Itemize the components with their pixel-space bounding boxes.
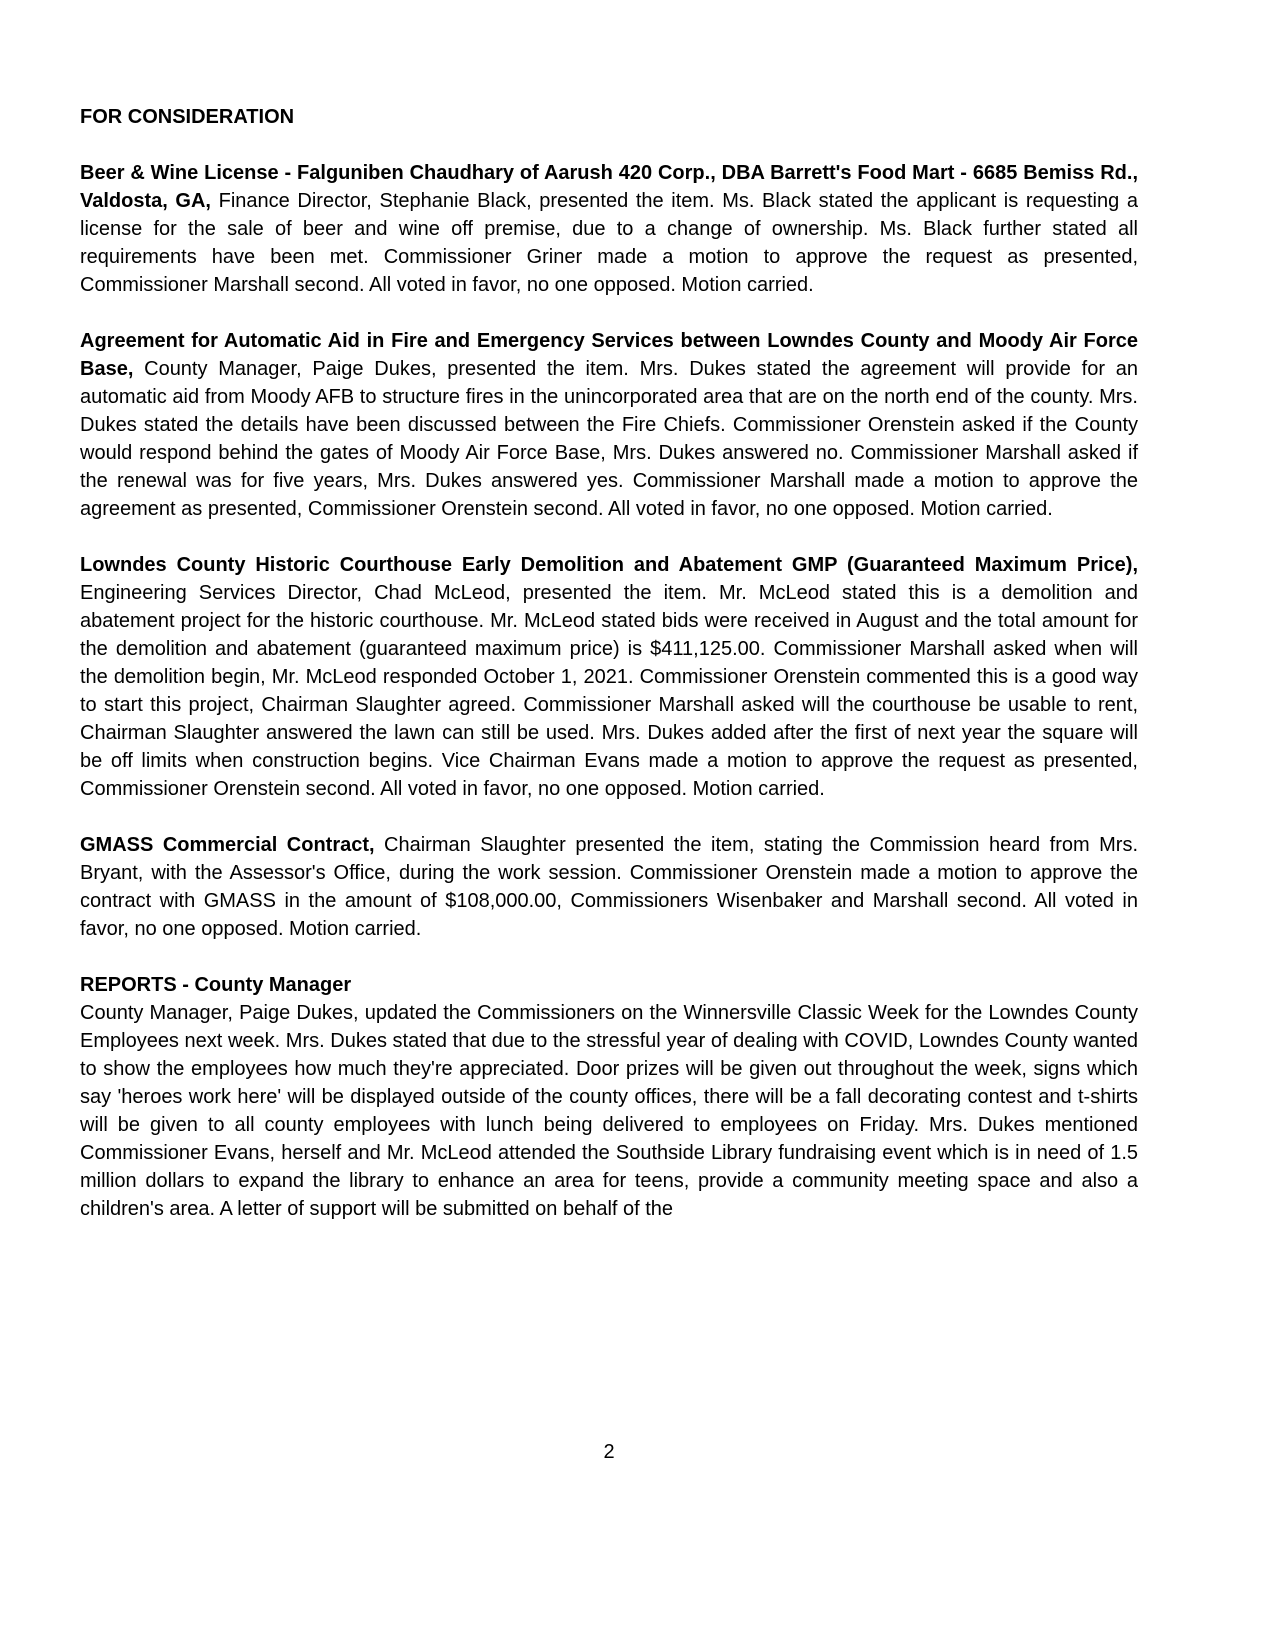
paragraph-courthouse-demolition bbox=[80, 551, 1138, 803]
paragraph-reports-county-manager: County Manager, Paige Dukes, updated the Commissioners on the Winnersville Classic Week for the Lowndes County Employees next week. Mrs. Dukes stated that due to the stressful year of dealing with COVID, Lowndes County wanted to show the employees how much they're appreciated. Door prizes will be given out throughout the week, signs which say 'heroes work here' will be displayed outside of the county offices, there will be a fall decorating contest and t-shirts will be given to all county employees with lunch being delivered to employees on Friday. Mrs. Dukes mentioned Commissioner Evans, herself and Mr. McLeod attended the Southside Library fundraising event which is in need of 1.5 million dollars to expand the library to enhance an area for teens, provide a community meeting space and also a children's area. A letter of support will be submitted on behalf of the bbox=[80, 1002, 1138, 1220]
paragraph-beer-wine-license bbox=[80, 159, 1138, 299]
page-number: 2 bbox=[603, 1441, 615, 1463]
paragraph-courthouse-demolition-body: Engineering Services Director, Chad McLeod, presented the item. Mr. McLeod stated this is a demolition and abatement project for the historic courthouse. Mr. McLeod stated bids were received in August and the total amount for the demolition and abatement (guaranteed maximum price) is $411,125.00. Commissioner Marshall asked when will the demolition begin, Mr. McLeod responded October 1, 2021. Commissioner Orenstein commented this is a good way to start this project, Chairman Slaughter agreed. Commissioner Marshall asked will the courthouse be usable to rent, Chairman Slaughter answered the lawn can still be used. Mrs. Dukes added after the first of next year the square will be off limits when construction begins. Vice Chairman Evans made a motion to approve the request as presented, Commissioner Orenstein second. All voted in favor, no one opposed. Motion carried. bbox=[80, 582, 1138, 800]
paragraph-gmass-contract bbox=[80, 831, 1138, 943]
section-heading-reports-county-manager: REPORTS - County Manager bbox=[80, 974, 352, 996]
paragraph-courthouse-demolition-lead: Lowndes County Historic Courthouse Early Demolition and Abatement GMP (Guaranteed Maximum Price), bbox=[80, 554, 1138, 576]
paragraph-automatic-aid-agreement-body: County Manager, Paige Dukes, presented the item. Mrs. Dukes stated the agreement will provide for an automatic aid from Moody AFB to structure fires in the unincorporated area that are on the north end of the county. Mrs. Dukes stated the details have been discussed between the Fire Chiefs. Commissioner Orenstein asked if the County would respond behind the gates of Moody Air Force Base, Mrs. Dukes answered no. Commissioner Marshall asked if the renewal was for five years, Mrs. Dukes answered yes. Commissioner Marshall made a motion to approve the agreement as presented, Commissioner Orenstein second. All voted in favor, no one opposed. Motion carried. bbox=[80, 358, 1138, 520]
paragraph-automatic-aid-agreement-lead: Agreement for Automatic Aid in Fire and Emergency Services between Lowndes County and Moody Air Force Base, bbox=[80, 330, 1138, 380]
paragraph-beer-wine-license-lead: Beer & Wine License - Falguniben Chaudhary of Aarush 420 Corp., DBA Barrett's Food Mart - 6685 Bemiss Rd., Valdosta, GA, bbox=[80, 162, 1138, 212]
paragraph-beer-wine-license-body: Finance Director, Stephanie Black, presented the item. Ms. Black stated the applicant is requesting a license for the sale of beer and wine off premise, due to a change of ownership. Ms. Black further stated all requirements have been met. Commissioner Griner made a motion to approve the request as presented, Commissioner Marshall second. All voted in favor, no one opposed. Motion carried. bbox=[80, 190, 1138, 296]
document-content bbox=[80, 103, 1138, 1223]
paragraph-gmass-contract-lead: GMASS Commercial Contract, bbox=[80, 834, 375, 856]
section-heading-for-consideration: FOR CONSIDERATION bbox=[80, 106, 295, 128]
paragraph-automatic-aid-agreement bbox=[80, 327, 1138, 523]
paragraph-gmass-contract-body: Chairman Slaughter presented the item, stating the Commission heard from Mrs. Bryant, with the Assessor's Office, during the work session. Commissioner Orenstein made a motion to approve the contract with GMASS in the amount of $108,000.00, Commissioners Wisenbaker and Marshall second. All voted in favor, no one opposed. Motion carried. bbox=[80, 834, 1139, 940]
